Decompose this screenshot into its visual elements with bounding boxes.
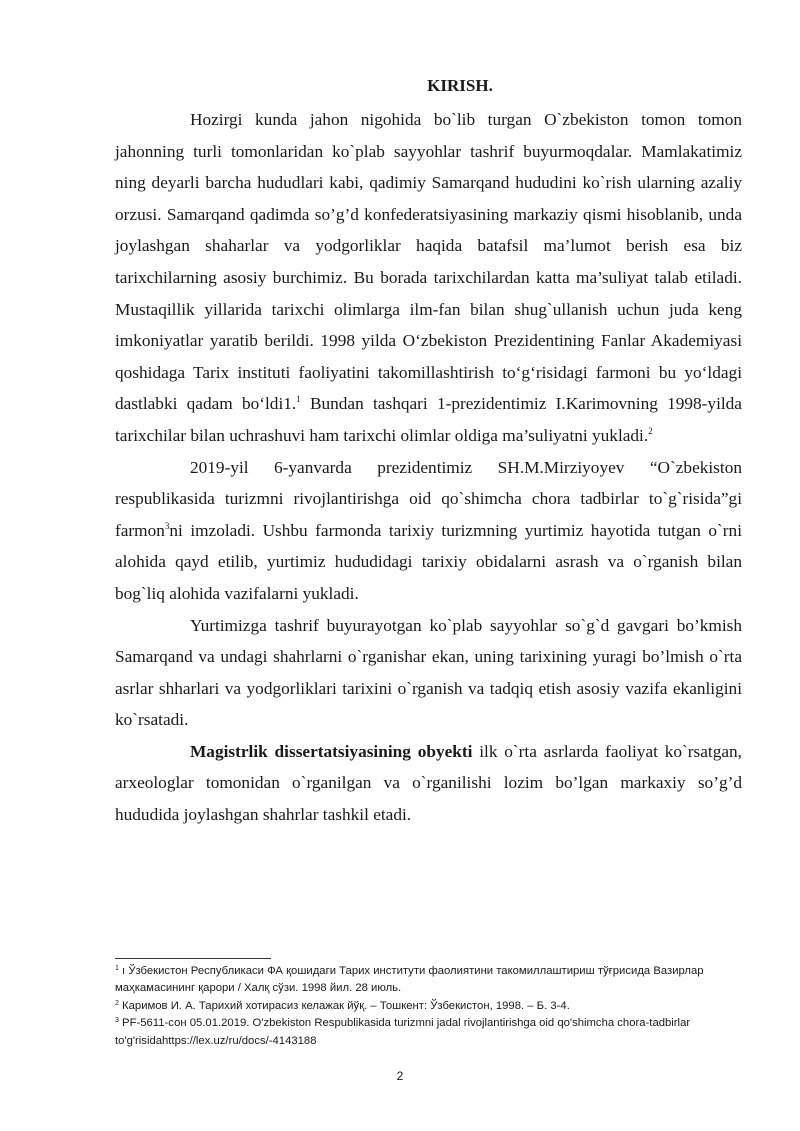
footnote-3-number: 3	[115, 1017, 119, 1025]
paragraph-1-text: Hozirgi kunda jahon nigohida bo`lib turgan O`zbekiston tomon tomon jahonning turli tomonlaridan ko`plab sayyohlar tashrif buyurmoqdalar. Mamlakatimiz ning deyarli barcha hududlari kabi, qadimiy Samarqand hududini ko`rish ularning azaliy orzusi. Samarqand qadimda so’g’d konfederatsiyasining markaziy qismi hisoblanib, unda joylashgan shaharlar va yodgorliklar haqida batafsil ma’lumot berish esa biz tarixchilarning asosiy burchimiz. Bu borada tarixchilardan katta ma’suliyat talab etiladi. Mustaqillik yillarida tarixchi olimlarga ilm-fan bilan shug`ullanish uchun juda keng imkoniyatlar yaratib berildi. 1998 yilda O‘zbekiston Prezidentining Fanlar Akademiyasi qoshidaga Tarix instituti faoliyatini takomillashtirish to‘g‘risidagi farmoni bu yo‘ldagi dastlabki qadam bo‘ldi1.	[115, 110, 742, 414]
footnotes	[115, 963, 745, 1050]
footnote-3-text: PF-5611-сон 05.01.2019. O'zbekiston Respublikasida turizmni jadal rivojlantirishga oid qo'shimcha chora-tadbirlar to'g'risidahttps://lex.uz/ru/docs/-4143188	[115, 1017, 691, 1047]
paragraph-2-text: 2019-yil 6-yanvarda prezidentimiz SH.M.Mirziyoyev “O`zbekiston respublikasida turizmni rivojlantirishga oid qo`shimcha chora tadbirlar to`g`risida”gi farmon	[115, 457, 742, 540]
footnote-separator	[115, 958, 271, 959]
paragraph-2-text-cont: ni imzoladi. Ushbu farmonda tarixiy turizmning yurtimiz hayotida tutgan o`rni alohida qayd etilib, yurtimiz hududidagi tarixiy obidalarni asrash va o`rganish bilan bog`liq alohida vazifalarni yukladi.	[115, 520, 742, 603]
paragraph-2	[115, 452, 742, 610]
paragraph-4	[115, 736, 742, 831]
footnote-2-number: 2	[115, 999, 119, 1007]
paragraph-1	[115, 104, 742, 452]
footnote-2	[115, 998, 745, 1015]
footnote-3	[115, 1015, 745, 1050]
footnote-ref-1[interactable]: 1	[296, 394, 301, 405]
paragraph-3-text: Yurtimizga tashrif buyurayotgan ko`plab sayyohlar so`g`d gavgari bo’kmish Samarqand va undagi shahrlarni o`rganishar ekan, uning tarixining yuragi bo’lmish o`rta asrlar shharlari va yodgorliklari tarixini o`rganish va tadqiq etish asosiy vazifa ekanligini ko`rsatadi.	[115, 615, 742, 730]
paragraph-1-text-cont: Bundan tashqari 1-prezidentimiz I.Karimovning 1998-yilda tarixchilar bilan uchrashuvi ham tarixchi olimlar oldiga ma’suliyatni yukladi.	[115, 394, 742, 445]
paragraph-4-text: ilk o`rta asrlarda faoliyat ko`rsatgan, arxeologlar tomonidan o`rganilgan va o`rganilishi lozim bo’lgan markaxiy so’g’d hududida joylashgan shahrlar tashkil etadi.	[115, 741, 742, 825]
section-heading: KIRISH.	[427, 76, 493, 95]
footnote-ref-3[interactable]: 3	[164, 520, 170, 531]
footnote-1-number: 1	[115, 965, 119, 972]
footnote-2-text: Каримов И. А. Тарихий хотирасиз келажак йўқ. – Тошкент: Ўзбекистон, 1998. – Б. 3-4.	[118, 999, 570, 1012]
footnote-1	[115, 963, 745, 998]
footnote-1-text: ı Ўзбекистон Республикаси ФА қошидаги Тарих институти фаолиятини такомиллаштириш тўғрисида Вазирлар маҳкамасининг қарори / Халқ сўзи. 1998 йил. 28 июль.	[115, 965, 704, 995]
page-number: 2	[396, 1069, 404, 1083]
paragraph-3	[115, 610, 742, 736]
body-text	[115, 104, 742, 831]
paragraph-4-bold-lead: Magistrlik dissertatsiyasining obyekti	[190, 741, 473, 761]
footnote-ref-2[interactable]: 2	[648, 425, 653, 436]
